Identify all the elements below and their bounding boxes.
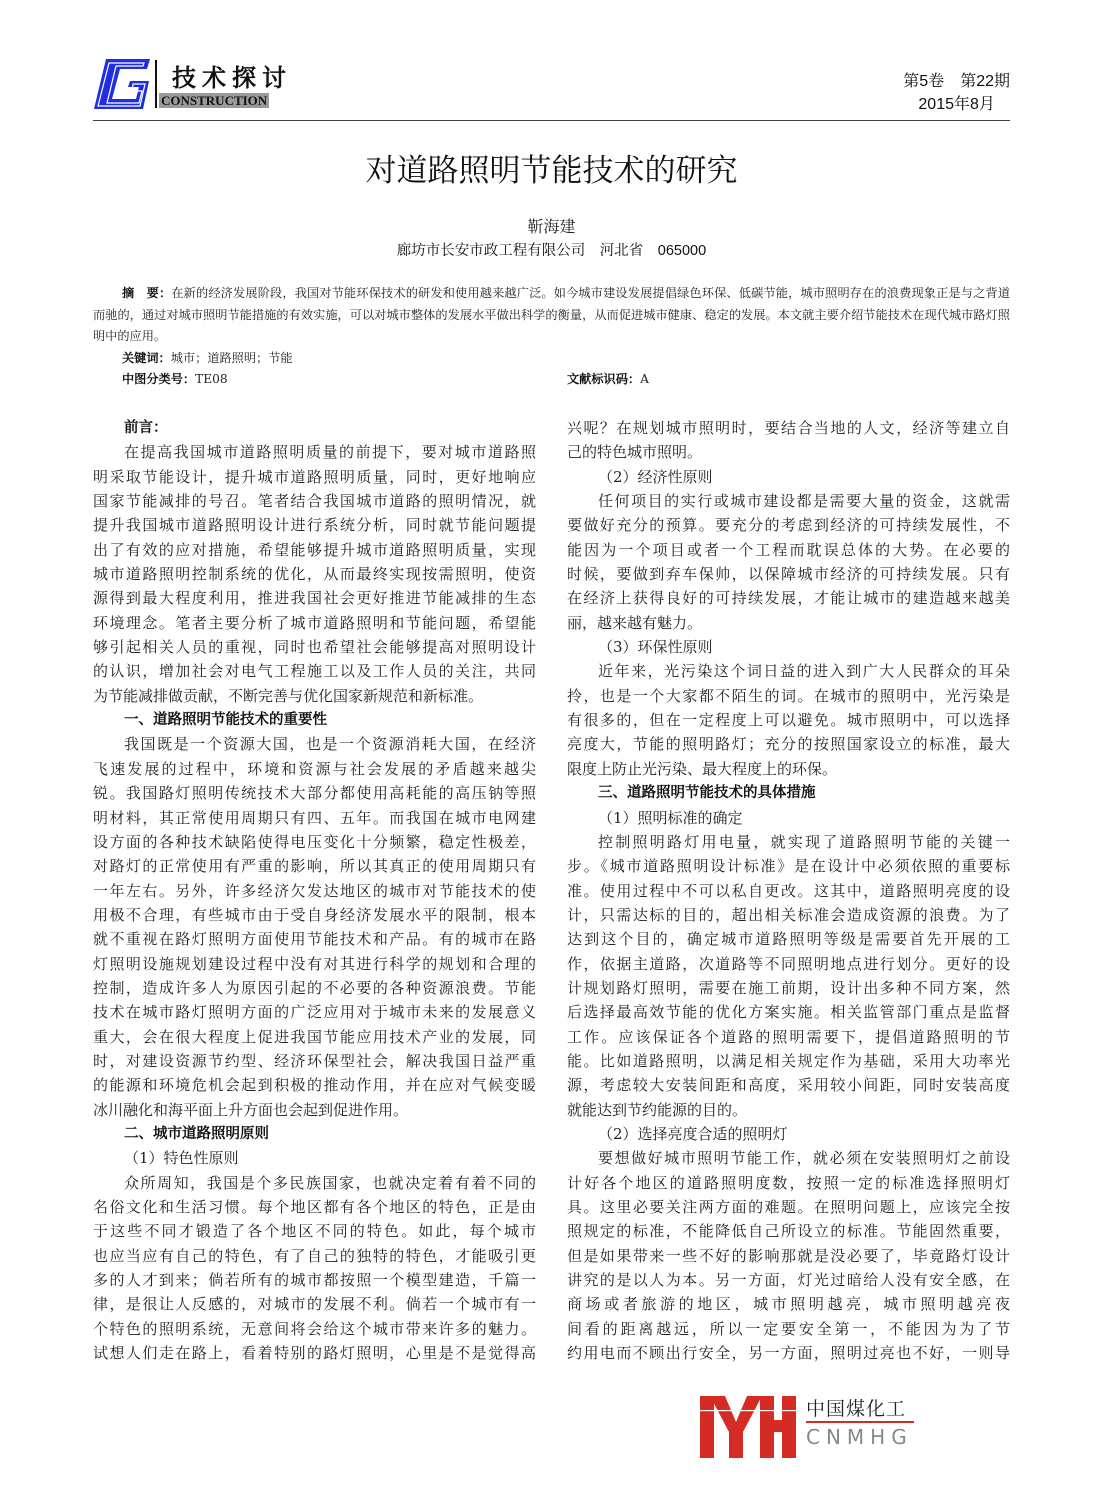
paragraph-line: 的认识，增加社会对电气工程施工以及工作人员的关注，共同	[93, 662, 536, 681]
paragraph-line: 作，依据主道路，次道路等不同照明地点进行划分。更好的设	[567, 954, 1010, 973]
paragraph-line: 个特色的照明系统，无意间将会给这个城市带来许多的魅力。	[93, 1319, 536, 1338]
paragraph-line: 锐。我国路灯照明传统技术大部分都使用高耗能的高压钠等照	[93, 784, 536, 803]
paragraph-line: 就不重视在路灯照明方面使用节能技术和产品。有的城市在路	[93, 930, 536, 949]
paragraph-line: 照规定的标准，不能降低自己所设立的标准。节能固然重要，	[567, 1222, 1010, 1241]
section-heading: 一、道路照明节能技术的重要性	[124, 712, 327, 729]
paragraph-line: 试想人们走在路上，看着特别的路灯照明，心里是不是觉得高	[93, 1344, 536, 1363]
section-heading: 二、城市道路照明原则	[124, 1125, 269, 1142]
paragraph-line: 要做好充分的预算。要充分的考虑到经济的可持续发展性，不	[567, 516, 1010, 535]
paragraph-line: 用极不合理，有些城市由于受自身经济发展水平的限制，根本	[93, 905, 536, 924]
paragraph-line: 环境理念。笔者主要分析了城市道路照明和节能问题，希望能	[93, 613, 536, 632]
watermark-text-en: CNMHG	[806, 1425, 913, 1449]
classification-row	[93, 369, 1010, 391]
paragraph-line: 亮度大，节能的照明路灯；充分的按照国家设立的标准，最大	[567, 735, 1010, 754]
paragraph-line: 计好各个地区的道路照明度数，按照一定的标准选择照明灯	[567, 1173, 1010, 1192]
clc-label: 中图分类号：	[122, 372, 196, 387]
article-title: 对道路照明节能技术的研究	[365, 153, 738, 189]
doc-code-value: A	[640, 372, 649, 387]
paragraph-line: 准。使用过程中不可以私自更改。这其中，道路照明亮度的设	[567, 881, 1010, 900]
paragraph-line: 计规划路灯照明，需要在施工前期，设计出多种不同方案，然	[567, 978, 1010, 997]
paragraph-line: 源，考虑较大安装间距和高度，采用较小间距，同时安装高度	[567, 1076, 1010, 1095]
paragraph-line: 近年来，光污染这个词日益的进入到广大人民群众的耳朵	[598, 662, 1010, 681]
paragraph-line: 在经济上获得良好的可持续发展，才能让城市的建造越来越美	[567, 589, 1010, 608]
paragraph-line: 计，只需达标的目的，超出相关标准会造成资源的浪费。为了	[567, 905, 1010, 924]
watermark-text-cn: 中国煤化工	[806, 1398, 907, 1420]
paragraph-line: 丽，越来越有魅力。	[567, 613, 703, 632]
paragraph-line: 有很多的，但在一定程度上可以避免。城市照明中，可以选择	[567, 711, 1010, 730]
paragraph-line: 后选择最高效节能的优化方案实施。相关监管部门重点是监督	[567, 1003, 1010, 1022]
paragraph-line: 在提高我国城市道路照明质量的前提下，要对城市道路照	[124, 443, 536, 462]
subsection-heading: （2）经济性原则	[598, 467, 713, 486]
brand-name-en: CONSTRUCTION	[161, 93, 268, 108]
paragraph-line: 国家节能减排的号召。笔者结合我国城市道路的照明情况，就	[93, 492, 536, 511]
paragraph-line: 我国既是一个资源大国，也是一个资源消耗大国，在经济	[124, 735, 536, 754]
paragraph-line: 多的人才到来；倘若所有的城市都按照一个模型建造，千篇一	[93, 1271, 536, 1290]
clc-value: TE08	[195, 372, 228, 387]
paragraph-line: 工作。应该保证各个道路的照明需要下，提倡道路照明的节	[567, 1027, 1010, 1046]
paragraph-line: 限度上防止光污染、最大程度上的环保。	[567, 759, 838, 778]
paragraph-line: 明材料，其正常使用周期只有四、五年。而我国在城市电网建	[93, 808, 536, 827]
section-heading: 前言：	[124, 420, 168, 436]
abstract-label: 摘 要：	[122, 286, 172, 300]
paragraph-line: 城市道路照明控制系统的优化，从而最终实现按需照明，使资	[93, 565, 536, 584]
paragraph-line: 商场或者旅游的地区，城市照明越亮，城市照明越亮夜	[567, 1295, 1010, 1314]
paragraph-line: 能。比如道路照明，以满足相关规定作为基础，采用大功率光	[567, 1051, 1010, 1070]
paragraph-line: 控制，造成许多人为原因引起的不必要的各种资源浪费。节能	[93, 978, 536, 997]
paragraph-line: 一年左右。另外，许多经济欠发达地区的城市对节能技术的使	[93, 881, 536, 900]
abstract-text: 在新的经济发展阶段，我国对节能环保技术的研发和使用越来越广泛。如今城市建设发展提倡绿色环保、低碳节能，城市照明存在的浪费现象正是与之背道而驰的，通过对城市照明节能措施的有效实施，可以对城市整体的发展水平做出科学的衡量，从而促进城市健康、稳定的发展。本文就主要介绍节能技术在现代城市路灯照明中的应用。	[93, 286, 1011, 344]
logo-divider	[155, 60, 157, 108]
paragraph-line: 灯照明设施规划建设过程中没有对其进行科学的规划和合理的	[93, 954, 536, 973]
paragraph-line: 众所周知，我国是个多民族国家，也就决定着有着不同的	[124, 1173, 536, 1192]
keywords-text: 城市；道路照明；节能	[170, 350, 293, 365]
paragraph-line: 己的特色城市照明。	[567, 443, 703, 462]
author: 靳海建	[527, 217, 576, 236]
paragraph-line: 够引起相关人员的重视，同时也希望社会能够提高对照明设计	[93, 638, 536, 657]
issue-info	[903, 70, 1010, 116]
paragraph-line: 为节能减排做贡献，不断完善与优化国家新规范和新标准。	[93, 686, 484, 705]
journal-logo-icon	[92, 57, 152, 111]
affiliation: 廊坊市长安市政工程有限公司 河北省 065000	[396, 243, 707, 259]
document-code	[567, 369, 649, 391]
paragraph-line: 控制照明路灯用电量，就实现了道路照明节能的关键一	[598, 832, 1010, 851]
section-heading: 三、道路照明节能技术的具体措施	[598, 785, 816, 802]
paragraph-line: 时，对建设资源节约型、经济环保型社会，解决我国日益严重	[93, 1051, 536, 1070]
paragraph-line: 就能达到节约能源的目的。	[567, 1100, 748, 1119]
front-matter	[93, 283, 1010, 391]
paragraph-line: 但是如果带来一些不好的影响那就是没必要了，毕竟路灯设计	[567, 1246, 1010, 1265]
brand-name-cn: 技术探讨	[172, 64, 292, 92]
paragraph-line: 出了有效的应对措施，希望能够提升城市道路照明质量，实现	[93, 540, 536, 559]
keywords-label: 关键词：	[122, 350, 171, 365]
subsection-heading: （1）特色性原则	[124, 1149, 239, 1168]
paragraph-line: 律，是很让人反感的，对城市的发展不利。倘若一个城市有一	[93, 1295, 536, 1314]
paragraph-line: 重大，会在很大程度上促进我国节能应用技术产业的发展，同	[93, 1027, 536, 1046]
subsection-heading: （2）选择亮度合适的照明灯	[598, 1124, 788, 1143]
paragraph-line: 飞速发展的过程中，环境和资源与社会发展的矛盾越来越尖	[93, 759, 536, 778]
paragraph-line: 约用电而不顾出行安全，另一方面，照明过亮也不好，一则导	[567, 1344, 1010, 1363]
paragraph-line: 名俗文化和生活习惯。每个地区都有各个地区的特色，正是由	[93, 1198, 536, 1216]
paragraph-line: 也应当应有自己的特色，有了自己的独特的特色，才能吸引更	[93, 1246, 536, 1265]
paragraph-line: 冰川融化和海平面上升方面也会起到促进作用。	[93, 1100, 409, 1119]
subsection-heading: （3）环保性原则	[598, 638, 713, 657]
paragraph-line: 设方面的各种技术缺陷使得电压变化十分频繁，稳定性极差，	[93, 832, 536, 851]
issue-date: 2015年8月	[918, 96, 995, 113]
subsection-heading: （1）照明标准的确定	[598, 808, 743, 827]
paragraph-line: 步。《城市道路照明设计标准》是在设计中必须依照的重要标	[567, 857, 1010, 876]
classification-number	[122, 369, 567, 391]
watermark-logo-icon	[700, 1392, 800, 1460]
paragraph-line: 达到这个目的，确定城市道路照明等级是需要首先开展的工	[567, 930, 1010, 949]
issue-volume: 第5卷 第22期	[903, 73, 1010, 90]
paragraph-line: 要想做好城市照明节能工作，就必须在安装照明灯之前设	[598, 1149, 1010, 1168]
body-column-right	[567, 416, 1010, 1365]
paragraph-line: 任何项目的实行或城市建设都是需要大量的资金，这就需	[598, 492, 1010, 511]
paragraph-line: 的能源和环境危机会起到积极的推动作用，并在应对气候变暖	[93, 1076, 536, 1095]
keywords	[93, 348, 1010, 370]
paragraph-line: 拎，也是一个大家都不陌生的词。在城市的照明中，光污染是	[567, 686, 1010, 705]
paragraph-line: 提升我国城市道路照明设计进行系统分析，同时就节能问题提	[93, 516, 536, 535]
header-divider	[93, 120, 1010, 121]
paragraph-line: 技术在城市路灯照明方面的广泛应用对于城市未来的发展意义	[93, 1003, 536, 1022]
watermark-divider	[806, 1421, 914, 1423]
paragraph-line: 兴呢？在规划城市照明时，要结合当地的人文，经济等建立自	[567, 419, 1010, 437]
paragraph-line: 源得到最大程度利用，推进我国社会更好推进节能减排的生态	[93, 589, 536, 608]
paragraph-line: 讲究的是以人为本。另一方面，灯光过暗给人没有安全感，在	[567, 1271, 1010, 1290]
doc-code-label: 文献标识码：	[567, 372, 641, 387]
paragraph-line: 时候，要做到弃车保帅，以保障城市经济的可持续发展。只有	[567, 565, 1010, 584]
body-column-left	[93, 416, 536, 1365]
paragraph-line: 于这些不同才锻造了各个地区不同的特色。如此，每个城市	[93, 1222, 536, 1241]
paragraph-line: 能因为一个项目或者一个工程而耽误总体的大势。在必要的	[567, 540, 1010, 559]
paragraph-line: 间看的距离越远，所以一定要安全第一，不能因为为了节	[567, 1319, 1010, 1338]
paragraph-line: 明采取节能设计，提升城市道路照明质量，同时，更好地响应	[93, 467, 536, 486]
paragraph-line: 具。这里必要关注两方面的难题。在照明问题上，应该完全按	[567, 1198, 1010, 1216]
paragraph-line: 对路灯的正常使用有严重的影响，所以其真正的使用周期只有	[93, 857, 536, 876]
abstract	[93, 283, 1010, 348]
